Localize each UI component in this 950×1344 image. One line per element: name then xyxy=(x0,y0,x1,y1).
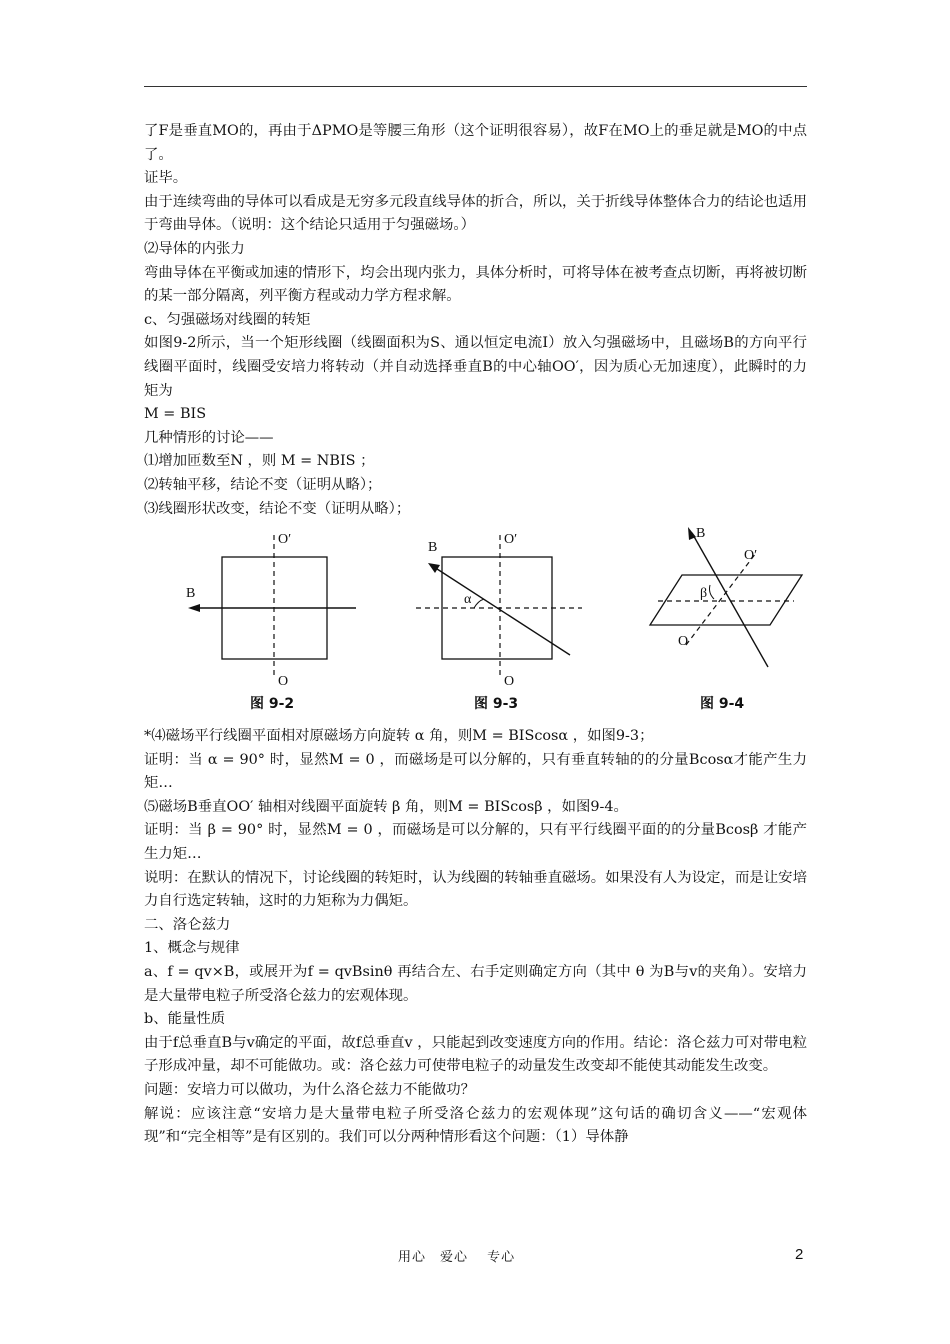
figure-9-3 xyxy=(402,527,602,687)
paragraph: 证毕。 xyxy=(144,170,188,187)
section-heading: ⑵导体的内张力 xyxy=(144,240,245,257)
page-footer xyxy=(0,1246,950,1266)
formula: M = BIS xyxy=(144,406,207,423)
section-heading: 二、洛仑兹力 xyxy=(144,916,231,933)
axis-label-bottom: O xyxy=(504,674,515,688)
section-heading: c、匀强磁场对线圈的转矩 xyxy=(144,311,311,328)
axis-label-bottom: O xyxy=(678,634,689,650)
axis-label-top: O′ xyxy=(278,532,292,548)
angle-beta-label: β xyxy=(700,586,708,602)
paragraph: a、f = qv×B，或展开为f = qvBsinθ 再结合左、右手定则确定方向（其中 θ 为B与v的夹角）。安培力是大量带电粒子所受洛仑兹力的宏观体现。 xyxy=(144,964,807,1004)
section-heading: 1、概念与规律 xyxy=(144,940,240,957)
document-body xyxy=(144,120,807,1150)
figures-row xyxy=(144,527,807,721)
header-rule xyxy=(144,86,807,87)
list-item: ⑴增加匝数至N ，则 M = NBIS ； xyxy=(144,453,375,470)
footer-text: 用心 爱心 专心 xyxy=(398,1250,516,1265)
field-label-b: B xyxy=(428,540,438,556)
paragraph: 说明：在默认的情况下，讨论线圈的转矩时，认为线圈的转轴垂直磁场。如果没有人为设定，而是让安培力自行选定转轴，这时的力矩称为力偶矩。 xyxy=(144,869,807,910)
paragraph: 证明：当 β = 90° 时，显然M = 0 ，而磁场是可以分解的，只有平行线圈平面的的分量Bcosβ 才能产生力矩… xyxy=(144,822,807,863)
list-item: ⑶线圈形状改变，结论不变（证明从略）； xyxy=(144,500,411,517)
paragraph: 问题：安培力可以做功，为什么洛仑兹力不能做功？ xyxy=(144,1082,475,1098)
figure-caption: 图 9-2 xyxy=(250,696,295,713)
axis-label-bottom: O xyxy=(278,674,289,688)
paragraph: 证明：当 α = 90° 时，显然M = 0 ，而磁场是可以分解的，只有垂直转轴的的分量Bcosα才能产生力矩… xyxy=(144,751,807,792)
list-item: *⑷磁场平行线圈平面相对原磁场方向旋转 α 角，则M = BIScosα ，如图9-3； xyxy=(144,728,654,745)
paragraph: 了F是垂直MO的，再由于ΔPMO是等腰三角形（这个证明很容易），故F在MO上的垂足就是MO的中点了。 xyxy=(144,123,807,163)
section-heading: b、能量性质 xyxy=(144,1011,226,1028)
paragraph: 如图9-2所示，当一个矩形线圈（线圈面积为S、通以恒定电流I）放入匀强磁场中，且磁场B的方向平行线圈平面时，线圈受安培力将转动（并自动选择垂直B的中心轴OO′，因为质心无加速度），此瞬时的力矩为 xyxy=(144,335,807,399)
figure-9-4 xyxy=(644,527,814,687)
figure-caption: 图 9-4 xyxy=(700,696,745,713)
figure-9-2 xyxy=(174,527,374,687)
list-item: ⑵转轴平移，结论不变（证明从略）； xyxy=(144,476,382,493)
axis-label-top: O′ xyxy=(504,532,518,548)
paragraph: 弯曲导体在平衡或加速的情形下，均会出现内张力，具体分析时，可将导体在被考查点切断，再将被切断的某一部分隔离，列平衡方程或动力学方程求解。 xyxy=(144,264,807,305)
figure-caption: 图 9-3 xyxy=(474,696,519,713)
paragraph: 解说：应该注意“安培力是大量带电粒子所受洛仑兹力的宏观体现”这句话的确切含义——“宏观体现”和“完全相等”是有区别的。我们可以分两种情形看这个问题：（1）导体静 xyxy=(144,1105,807,1146)
list-item: ⑸磁场B垂直OO′ 轴相对线圈平面旋转 β 角，则M = BIScosβ ，如图9-4。 xyxy=(144,798,628,815)
paragraph: 由于连续弯曲的导体可以看成是无穷多元段直线导体的折合，所以，关于折线导体整体合力的结论也适用于弯曲导体。（说明：这个结论只适用于匀强磁场。） xyxy=(144,193,807,234)
field-label-b: B xyxy=(696,527,706,542)
angle-alpha-label: α xyxy=(464,592,472,608)
paragraph: 几种情形的讨论—— xyxy=(144,429,274,446)
field-label-b: B xyxy=(186,586,196,602)
paragraph: 由于f总垂直B与v确定的平面，故f总垂直v ，只能起到改变速度方向的作用。结论：洛仑兹力可对带电粒子形成冲量，却不可能做功。或：洛仑兹力可使带电粒子的动量发生改变却不能使其动能发生改变。 xyxy=(144,1034,807,1075)
axis-label-top: O′ xyxy=(744,548,758,564)
page-number: 2 xyxy=(795,1246,804,1263)
